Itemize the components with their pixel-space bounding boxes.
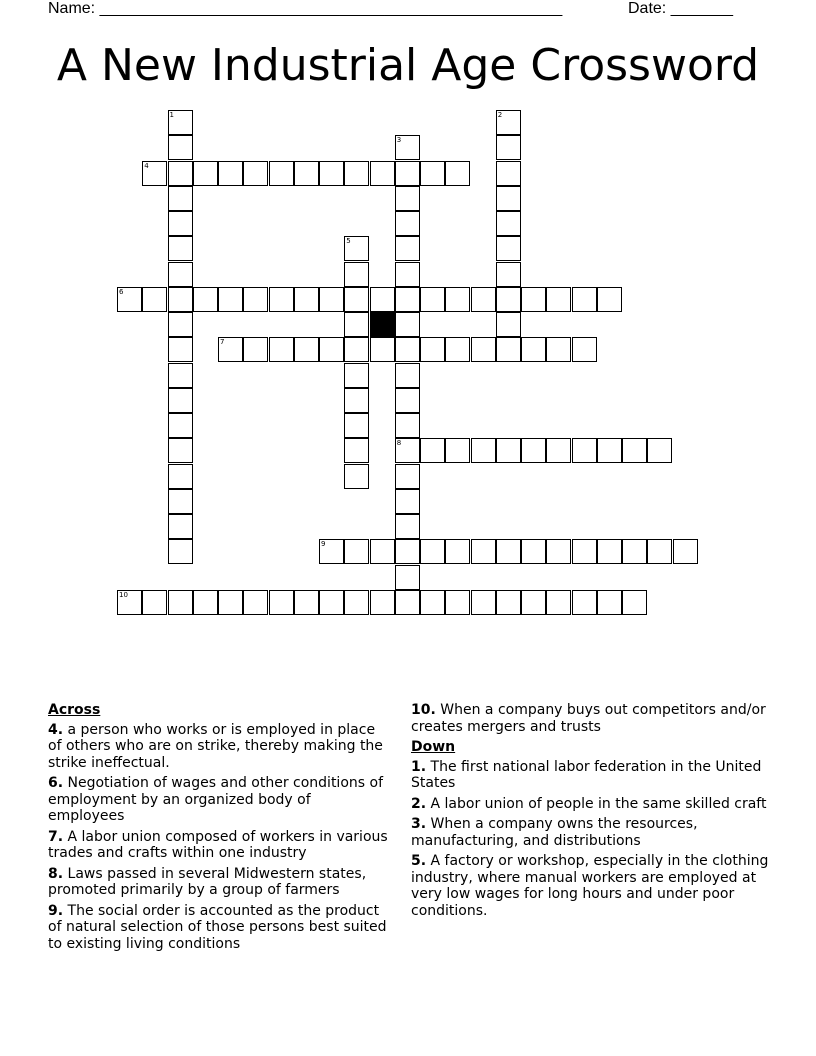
grid-cell[interactable] <box>395 413 420 438</box>
grid-cell[interactable] <box>142 590 167 615</box>
grid-cell[interactable] <box>395 211 420 236</box>
grid-cell[interactable] <box>395 590 420 615</box>
grid-cell[interactable] <box>622 438 647 463</box>
grid-cell[interactable] <box>218 287 243 312</box>
grid-cell[interactable] <box>344 161 369 186</box>
grid-cell[interactable] <box>395 489 420 514</box>
grid-cell[interactable] <box>572 539 597 564</box>
grid-cell[interactable] <box>572 438 597 463</box>
grid-cell[interactable] <box>344 464 369 489</box>
across-clue-8 <box>48 866 390 899</box>
grid-cell[interactable] <box>395 388 420 413</box>
grid-cell[interactable] <box>673 539 698 564</box>
clue-number-label: 10 <box>119 590 128 599</box>
across-clue-9 <box>48 903 390 953</box>
grid-cell[interactable] <box>395 438 420 463</box>
grid-cell[interactable] <box>344 363 369 388</box>
grid-cell[interactable] <box>344 388 369 413</box>
grid-cell[interactable] <box>294 287 319 312</box>
grid-cell[interactable] <box>269 287 294 312</box>
grid-cell[interactable] <box>168 590 193 615</box>
grid-cell[interactable] <box>117 590 142 615</box>
clue-number: 7. <box>48 828 64 845</box>
grid-cell[interactable] <box>420 438 445 463</box>
grid-cell[interactable] <box>420 590 445 615</box>
grid-cell[interactable] <box>168 312 193 337</box>
grid-cell[interactable] <box>168 236 193 261</box>
grid-cell[interactable] <box>168 489 193 514</box>
clue-number: 3. <box>411 816 427 832</box>
grid-cell[interactable] <box>269 590 294 615</box>
clue-text: A labor union of people in the same skilled craft <box>430 795 767 812</box>
grid-cell[interactable] <box>572 590 597 615</box>
grid-cell[interactable] <box>546 590 571 615</box>
grid-cell[interactable] <box>521 438 546 463</box>
grid-cell[interactable] <box>243 287 268 312</box>
grid-cell[interactable] <box>344 438 369 463</box>
grid-cell[interactable] <box>168 262 193 287</box>
grid-cell[interactable] <box>521 590 546 615</box>
grid-cell[interactable] <box>395 236 420 261</box>
page-title: A New Industrial Age Crossword <box>56 40 760 91</box>
across-clue-7 <box>48 829 390 862</box>
grid-cell[interactable] <box>294 337 319 362</box>
grid-cell[interactable] <box>445 590 470 615</box>
clue-number-label: 8 <box>396 439 402 448</box>
grid-cell[interactable] <box>597 438 622 463</box>
grid-cell[interactable] <box>395 186 420 211</box>
clue-number: 2. <box>411 795 427 812</box>
grid-cell[interactable] <box>142 161 167 186</box>
grid-cell[interactable] <box>168 287 193 312</box>
clue-text: The social order is accounted as the product of natural selection of those persons best suited to existing living conditions <box>48 902 387 952</box>
grid-cell[interactable] <box>622 590 647 615</box>
clue-text: Laws passed in several Midwestern states, promoted primarily by a group of farmers <box>48 865 367 898</box>
grid-cell[interactable] <box>521 337 546 362</box>
grid-cell[interactable] <box>319 161 344 186</box>
grid-cell[interactable] <box>597 539 622 564</box>
grid-cell[interactable] <box>218 590 243 615</box>
clue-number: 10. <box>411 702 436 718</box>
grid-cell[interactable] <box>546 438 571 463</box>
grid-cell[interactable] <box>218 161 243 186</box>
grid-cell[interactable] <box>243 337 268 362</box>
grid-cell[interactable] <box>597 590 622 615</box>
grid-cell[interactable] <box>395 464 420 489</box>
clue-text: a person who works or is employed in place of others who are on strike, thereby making the strike ineffectual. <box>48 721 383 771</box>
clue-number: 6. <box>48 775 64 791</box>
grid-cell[interactable] <box>445 337 470 362</box>
grid-cell[interactable] <box>496 186 521 211</box>
grid-cell[interactable] <box>344 312 369 337</box>
grid-cell[interactable] <box>370 539 395 564</box>
clue-number-label: 6 <box>119 287 124 296</box>
down-clue-2 <box>411 796 771 813</box>
clues-column-right <box>411 702 771 923</box>
grid-cell[interactable] <box>319 337 344 362</box>
grid-cell[interactable] <box>218 337 243 362</box>
across-clue-6 <box>48 775 390 825</box>
grid-cell[interactable] <box>496 135 521 160</box>
grid-cell[interactable] <box>420 539 445 564</box>
grid-cell[interactable] <box>496 161 521 186</box>
clue-number-label: 2 <box>497 111 503 119</box>
across-clue-4 <box>48 722 390 772</box>
across-clue-10 <box>411 702 771 735</box>
down-clue-5 <box>411 853 771 919</box>
grid-cell[interactable] <box>168 388 193 413</box>
grid-cell[interactable] <box>395 337 420 362</box>
down-clue-1 <box>411 759 771 792</box>
grid-cell[interactable] <box>344 413 369 438</box>
clue-number-label: 1 <box>169 111 174 119</box>
grid-cell[interactable] <box>647 539 672 564</box>
grid-cell[interactable] <box>471 438 496 463</box>
grid-cell[interactable] <box>572 337 597 362</box>
grid-cell[interactable] <box>521 287 546 312</box>
grid-cell[interactable] <box>370 287 395 312</box>
down-clue-3 <box>411 816 771 849</box>
grid-cell[interactable] <box>243 590 268 615</box>
clue-number-label: 9 <box>321 540 326 549</box>
grid-cell-black <box>370 312 395 337</box>
grid-cell[interactable] <box>420 287 445 312</box>
grid-cell[interactable] <box>319 539 344 564</box>
grid-cell[interactable] <box>168 464 193 489</box>
name-field-label: Name: ____________________________________________________ <box>48 0 563 17</box>
grid-cell[interactable] <box>471 337 496 362</box>
grid-cell[interactable] <box>344 337 369 362</box>
clue-number-label: 5 <box>346 237 351 246</box>
grid-cell[interactable] <box>647 438 672 463</box>
grid-cell[interactable] <box>471 539 496 564</box>
grid-cell[interactable] <box>496 110 521 135</box>
grid-cell[interactable] <box>445 438 470 463</box>
clue-number-label: 3 <box>396 136 402 145</box>
grid-cell[interactable] <box>496 262 521 287</box>
clue-number: 1. <box>411 758 427 775</box>
grid-cell[interactable] <box>572 287 597 312</box>
grid-cell[interactable] <box>445 539 470 564</box>
grid-cell[interactable] <box>344 287 369 312</box>
down-heading: Down <box>411 739 456 755</box>
grid-cell[interactable] <box>546 337 571 362</box>
grid-cell[interactable] <box>168 186 193 211</box>
clue-text: Negotiation of wages and other conditions of employment by an organized body of employees <box>48 775 384 824</box>
grid-cell[interactable] <box>496 539 521 564</box>
clue-number: 4. <box>48 721 64 738</box>
grid-cell[interactable] <box>294 161 319 186</box>
grid-cell[interactable] <box>420 337 445 362</box>
grid-cell[interactable] <box>168 161 193 186</box>
grid-cell[interactable] <box>445 161 470 186</box>
clue-text: When a company owns the resources, manufacturing, and distributions <box>411 816 698 849</box>
clue-text: A labor union composed of workers in various trades and crafts within one industry <box>48 828 388 861</box>
grid-cell[interactable] <box>269 337 294 362</box>
clue-number-label: 7 <box>220 338 225 347</box>
grid-cell[interactable] <box>193 287 218 312</box>
grid-cell[interactable] <box>395 363 420 388</box>
grid-cell[interactable] <box>344 262 369 287</box>
grid-cell[interactable] <box>344 590 369 615</box>
grid-cell[interactable] <box>496 211 521 236</box>
grid-cell[interactable] <box>471 287 496 312</box>
grid-cell[interactable] <box>168 363 193 388</box>
grid-cell[interactable] <box>319 590 344 615</box>
grid-cell[interactable] <box>420 161 445 186</box>
grid-cell[interactable] <box>168 539 193 564</box>
grid-cell[interactable] <box>546 539 571 564</box>
clue-text: A factory or workshop, especially in the clothing industry, where manual workers are employed at very low wages for long hours and under poor conditions. <box>411 853 769 919</box>
date-field-label: Date: _______ <box>628 0 733 17</box>
grid-cell[interactable] <box>344 236 369 261</box>
grid-cell[interactable] <box>168 413 193 438</box>
grid-cell[interactable] <box>496 590 521 615</box>
grid-cell[interactable] <box>395 514 420 539</box>
across-heading: Across <box>48 702 101 718</box>
grid-cell[interactable] <box>395 161 420 186</box>
grid-cell[interactable] <box>597 287 622 312</box>
grid-cell[interactable] <box>395 565 420 590</box>
grid-cell[interactable] <box>168 110 193 135</box>
grid-cell[interactable] <box>496 312 521 337</box>
grid-cell[interactable] <box>168 514 193 539</box>
grid-cell[interactable] <box>546 287 571 312</box>
grid-cell[interactable] <box>370 337 395 362</box>
grid-cell[interactable] <box>269 161 294 186</box>
clue-number-label: 4 <box>144 161 149 170</box>
grid-cell[interactable] <box>395 262 420 287</box>
grid-cell[interactable] <box>344 539 369 564</box>
grid-cell[interactable] <box>370 161 395 186</box>
grid-cell[interactable] <box>168 135 193 160</box>
grid-cell[interactable] <box>142 287 167 312</box>
grid-cell[interactable] <box>193 590 218 615</box>
clue-number: 9. <box>48 902 64 919</box>
grid-cell[interactable] <box>117 287 142 312</box>
grid-cell[interactable] <box>622 539 647 564</box>
grid-cell[interactable] <box>496 236 521 261</box>
grid-cell[interactable] <box>395 287 420 312</box>
grid-cell[interactable] <box>294 590 319 615</box>
grid-cell[interactable] <box>395 312 420 337</box>
grid-cell[interactable] <box>370 590 395 615</box>
clue-text: The first national labor federation in the United States <box>411 758 762 791</box>
grid-cell[interactable] <box>168 211 193 236</box>
grid-cell[interactable] <box>521 539 546 564</box>
grid-cell[interactable] <box>193 161 218 186</box>
grid-cell[interactable] <box>168 438 193 463</box>
clue-number: 5. <box>411 853 427 869</box>
grid-cell[interactable] <box>395 539 420 564</box>
grid-cell[interactable] <box>395 135 420 160</box>
clue-text: When a company buys out competitors and/or creates mergers and trusts <box>411 702 766 735</box>
grid-cell[interactable] <box>445 287 470 312</box>
grid-cell[interactable] <box>471 590 496 615</box>
clue-number: 8. <box>48 865 64 882</box>
grid-cell[interactable] <box>496 287 521 312</box>
grid-cell[interactable] <box>496 438 521 463</box>
grid-cell[interactable] <box>168 337 193 362</box>
grid-cell[interactable] <box>243 161 268 186</box>
grid-cell[interactable] <box>496 337 521 362</box>
clues-column-left <box>48 702 390 956</box>
grid-cell[interactable] <box>319 287 344 312</box>
